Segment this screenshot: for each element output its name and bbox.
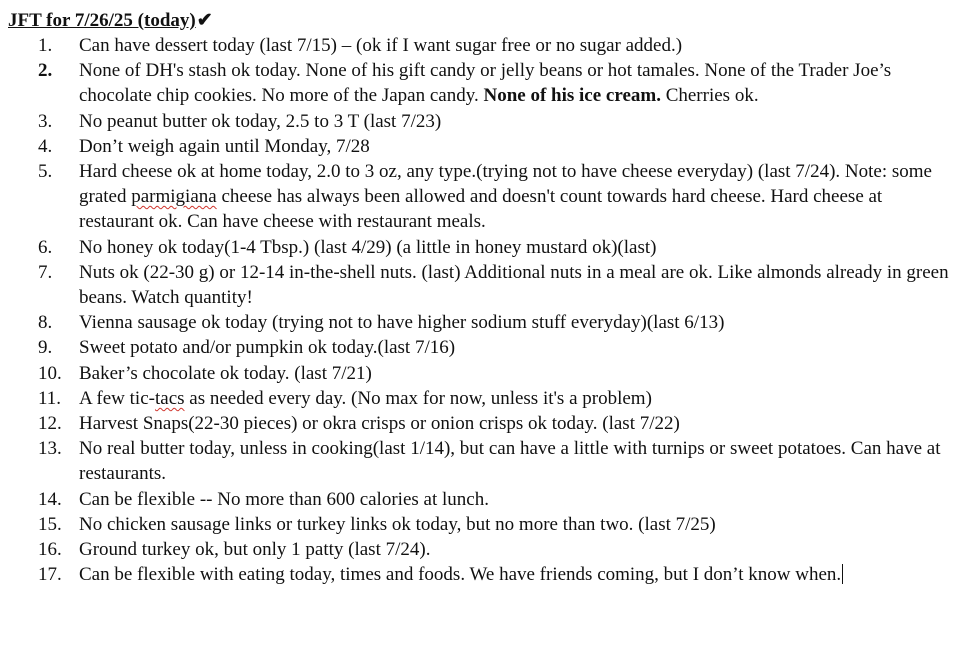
list-item: [8, 436, 952, 486]
list-number: 16.: [38, 539, 62, 561]
text-cursor: [842, 564, 843, 584]
list-item-text: Harvest Snaps(22-30 pieces) or okra crisps or onion crisps ok today. (last 7/22): [79, 413, 680, 435]
list-item-text: Can be flexible -- No more than 600 calories at lunch.: [79, 488, 489, 510]
list-number: 5.: [38, 161, 53, 183]
list-item: [8, 159, 952, 235]
list-item: [8, 537, 952, 562]
list-item: [8, 512, 952, 537]
list-number: 4.: [38, 135, 53, 157]
list-item-text: None of DH's stash ok today. None of his gift candy or jelly beans or hot tamales. None of the Trader Joe’s chocolate chip cookies. No more of the Japan candy.: [79, 60, 892, 107]
list-item-text: No chicken sausage links or turkey links ok today, but no more than two. (last 7/25): [79, 513, 716, 535]
list-item-text: Vienna sausage ok today (trying not to have higher sodium stuff everyday)(last 6/13): [79, 312, 725, 334]
heading-title: JFT for 7/26/25 (today): [8, 10, 196, 31]
list-item: [8, 235, 952, 260]
list-item: [8, 58, 952, 108]
list-item-text: No real butter today, unless in cooking(last 1/14), but can have a little with turnips or sweet potatoes. Can have at restaurants.: [79, 438, 941, 485]
list-item-bold-text: None of his ice cream.: [483, 85, 661, 107]
list-item: [8, 134, 952, 159]
list-item-text: Baker’s chocolate ok today. (last 7/21): [79, 362, 372, 384]
list-item-text: No honey ok today(1-4 Tbsp.) (last 4/29) (a little in honey mustard ok)(last): [79, 236, 657, 258]
list-item-text: Can have dessert today (last 7/15) – (ok if I want sugar free or no sugar added.): [79, 35, 683, 56]
list-item: [8, 411, 952, 436]
list-item: [8, 260, 952, 310]
list-item-text: cheese has always been allowed and doesn't count towards hard cheese. Hard cheese at restaurant ok. Can have cheese with restaurant meals.: [79, 186, 883, 233]
list-item-text: Cherries ok.: [660, 85, 759, 107]
spellcheck-word[interactable]: tacs: [154, 387, 185, 409]
checkmark-icon: ✔: [196, 10, 213, 31]
list-number: 7.: [38, 261, 53, 283]
list-item: [8, 562, 952, 587]
list-item: [8, 361, 952, 386]
list-item-text: Ground turkey ok, but only 1 patty (last 7/24).: [79, 539, 431, 561]
list-number: 9.: [38, 337, 53, 359]
list-item: [8, 33, 952, 58]
list-number: 10.: [38, 362, 62, 384]
list-item: [8, 335, 952, 360]
list-item-text: A few tic-: [79, 387, 155, 409]
list-number: 8.: [38, 312, 53, 334]
list-item-text: Don’t weigh again until Monday, 7/28: [79, 135, 370, 157]
list-number: 13.: [38, 438, 62, 460]
list-number: 17.: [38, 564, 62, 586]
list-item: [8, 109, 952, 134]
list-number: 1.: [38, 35, 53, 56]
list-item: [8, 386, 952, 411]
list-item-text: Sweet potato and/or pumpkin ok today.(last 7/16): [79, 337, 456, 359]
list-item-text: Nuts ok (22-30 g) or 12-14 in-the-shell nuts. (last) Additional nuts in a meal are ok. Like almonds already in green beans. Watch quantity!: [79, 261, 949, 309]
list-item-text: No peanut butter ok today, 2.5 to 3 T (last 7/23): [79, 110, 442, 132]
food-rules-list: [8, 33, 952, 587]
list-item: [8, 310, 952, 335]
list-number: 12.: [38, 413, 62, 435]
list-number: 15.: [38, 513, 62, 535]
list-number: 2.: [38, 60, 53, 82]
document-heading: [8, 9, 952, 33]
list-number: 11.: [38, 387, 62, 409]
list-item-text: Can be flexible with eating today, times and foods. We have friends coming, but I don’t know when.: [79, 564, 842, 586]
list-number: 3.: [38, 110, 53, 132]
list-number: 6.: [38, 236, 53, 258]
list-item: [8, 487, 952, 512]
list-number: 14.: [38, 488, 62, 510]
list-item-text: as needed every day. (No max for now, unless it's a problem): [184, 387, 652, 409]
list-item-text: Hard cheese ok at home today, 2.0 to 3 oz, any type.(trying not to have cheese everyday) (last 7/24). Note: some grated: [79, 161, 932, 208]
spellcheck-word[interactable]: parmigiana: [131, 186, 217, 208]
